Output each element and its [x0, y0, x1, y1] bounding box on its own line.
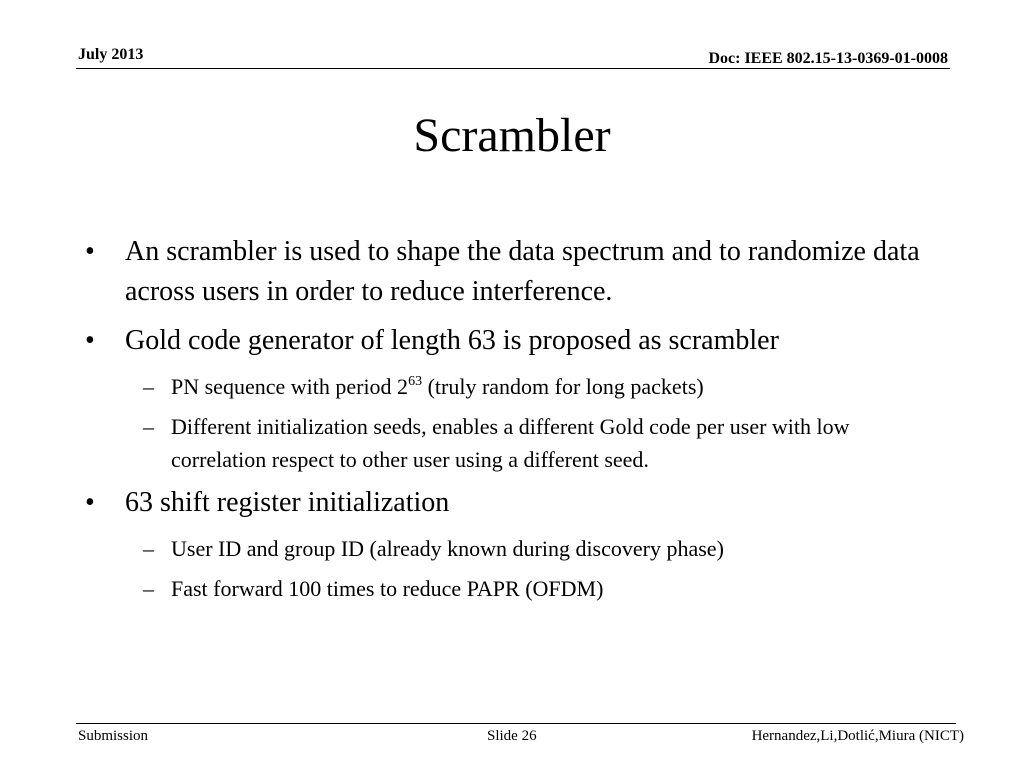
bullet-marker: • [85, 325, 95, 356]
sub-bullet-text-prefix: PN sequence with period 2 [171, 374, 409, 399]
footer-submission: Submission [78, 728, 149, 744]
sub-bullet-text: User ID and group ID (already known during discovery phase) [171, 536, 724, 561]
header-date: July 2013 [78, 46, 144, 63]
bullet-item [85, 483, 965, 523]
sub-bullet-item [85, 410, 901, 476]
sub-bullet-text: Fast forward 100 times to reduce PAPR (OFDM) [171, 576, 604, 601]
sub-bullet-item [85, 532, 901, 565]
bullet-marker: • [85, 487, 95, 518]
slide-body [85, 232, 965, 612]
footer-divider [76, 723, 956, 724]
footer-authors: Hernandez,Li,Dotlić,Miura (NICT) [751, 728, 964, 744]
sub-bullet-text-suffix: (truly random for long packets) [422, 374, 704, 399]
bullet-item [85, 321, 965, 361]
header-divider [76, 68, 950, 69]
sub-bullet-marker: – [143, 374, 154, 399]
bullet-marker: • [85, 236, 95, 267]
slide-title: Scrambler [413, 109, 611, 162]
sub-bullet-marker: – [143, 576, 154, 601]
sub-bullet-text: Different initialization seeds, enables a different Gold code per user with low correlation respect to other user using a different seed. [171, 414, 850, 472]
sub-bullet-item [85, 370, 901, 403]
bullet-text: An scrambler is used to shape the data spectrum and to randomize data across users in order to reduce interference. [125, 236, 920, 307]
bullet-text: Gold code generator of length 63 is proposed as scrambler [125, 325, 779, 356]
bullet-item [85, 232, 965, 312]
bullet-text: 63 shift register initialization [125, 487, 450, 518]
header-doc-id: Doc: IEEE 802.15-13-0369-01-0008 [708, 50, 948, 67]
sub-bullet-item [85, 572, 901, 605]
sub-bullet-exponent: 63 [408, 374, 423, 389]
sub-bullet-marker: – [143, 414, 154, 439]
footer-slide-number: Slide 26 [487, 728, 537, 744]
sub-bullet-marker: – [143, 536, 154, 561]
